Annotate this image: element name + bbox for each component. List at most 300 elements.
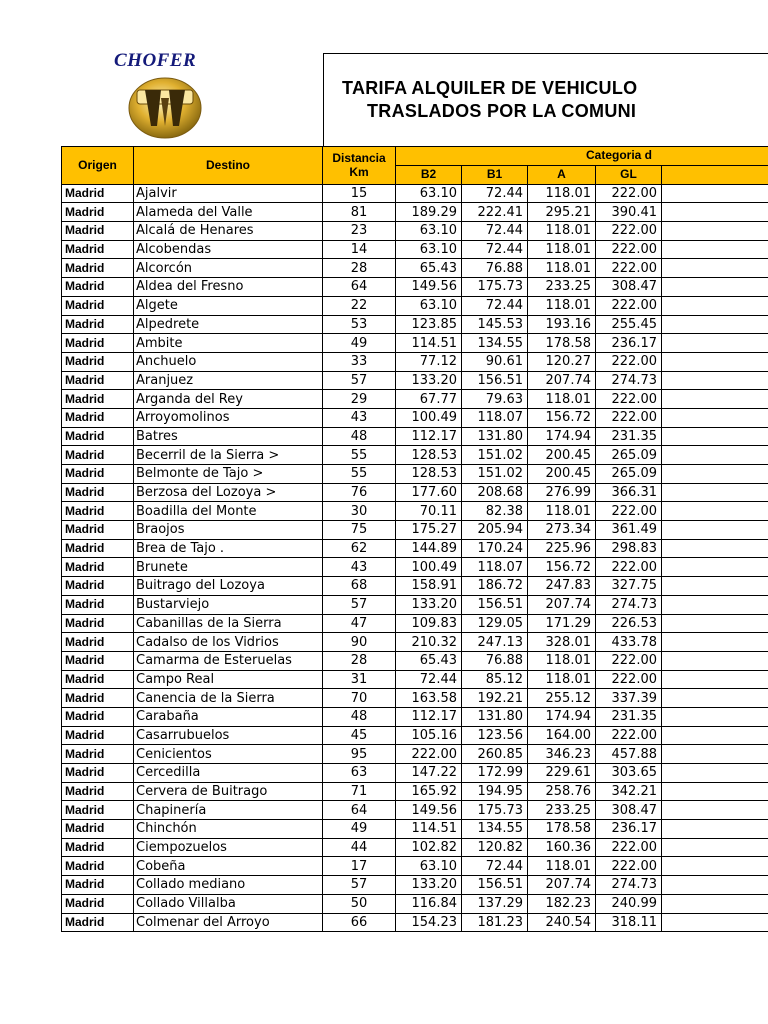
price-b2-cell: 149.56 [396, 801, 462, 820]
price-a-cell: 258.76 [528, 782, 596, 801]
origin-cell: Madrid [62, 427, 134, 446]
next-category-cell [662, 764, 768, 783]
price-a-cell: 255.12 [528, 689, 596, 708]
price-b2-cell: 128.53 [396, 446, 462, 465]
next-category-cell [662, 465, 768, 484]
table-row [62, 278, 768, 297]
header-a: A [528, 165, 596, 184]
next-category-cell [662, 296, 768, 315]
distance-cell: 68 [323, 577, 396, 596]
price-b1-cell: 120.82 [462, 838, 528, 857]
price-b1-cell: 72.44 [462, 857, 528, 876]
destination-cell: Cenicientos [134, 745, 323, 764]
table-row [62, 820, 768, 839]
table-row [62, 595, 768, 614]
price-b1-cell: 82.38 [462, 502, 528, 521]
next-category-cell [662, 521, 768, 540]
destination-cell: Brea de Tajo . [134, 539, 323, 558]
price-b2-cell: 133.20 [396, 371, 462, 390]
origin-cell: Madrid [62, 595, 134, 614]
table-row [62, 352, 768, 371]
price-b1-cell: 194.95 [462, 782, 528, 801]
destination-cell: Ajalvir [134, 184, 323, 203]
next-category-cell [662, 558, 768, 577]
next-category-cell [662, 222, 768, 241]
price-a-cell: 207.74 [528, 876, 596, 895]
price-a-cell: 276.99 [528, 483, 596, 502]
price-a-cell: 240.54 [528, 913, 596, 932]
header-origin: Origen [62, 147, 134, 185]
destination-cell: Alcorcón [134, 259, 323, 278]
price-a-cell: 160.36 [528, 838, 596, 857]
price-a-cell: 118.01 [528, 240, 596, 259]
origin-cell: Madrid [62, 913, 134, 932]
price-a-cell: 174.94 [528, 707, 596, 726]
distance-cell: 55 [323, 446, 396, 465]
price-a-cell: 200.45 [528, 446, 596, 465]
price-a-cell: 118.01 [528, 222, 596, 241]
page-title-line-1: TARIFA ALQUILER DE VEHICULO [342, 78, 638, 98]
price-b1-cell: 156.51 [462, 371, 528, 390]
tariff-table [61, 146, 768, 932]
next-category-cell [662, 726, 768, 745]
destination-cell: Arroyomolinos [134, 408, 323, 427]
next-category-cell [662, 352, 768, 371]
destination-cell: Cobeña [134, 857, 323, 876]
next-category-cell [662, 894, 768, 913]
distance-cell: 57 [323, 371, 396, 390]
next-category-cell [662, 539, 768, 558]
price-b2-cell: 63.10 [396, 184, 462, 203]
destination-cell: Alcalá de Henares [134, 222, 323, 241]
price-a-cell: 156.72 [528, 558, 596, 577]
price-b1-cell: 247.13 [462, 633, 528, 652]
price-gl-cell: 318.11 [596, 913, 662, 932]
price-a-cell: 164.00 [528, 726, 596, 745]
price-gl-cell: 226.53 [596, 614, 662, 633]
price-b1-cell: 85.12 [462, 670, 528, 689]
origin-cell: Madrid [62, 408, 134, 427]
distance-cell: 81 [323, 203, 396, 222]
distance-cell: 64 [323, 278, 396, 297]
table-row [62, 670, 768, 689]
distance-cell: 43 [323, 558, 396, 577]
price-b1-cell: 123.56 [462, 726, 528, 745]
destination-cell: Camarma de Esteruelas [134, 651, 323, 670]
chofer-logo [100, 50, 230, 150]
price-b1-cell: 131.80 [462, 707, 528, 726]
distance-cell: 45 [323, 726, 396, 745]
distance-cell: 57 [323, 876, 396, 895]
table-row [62, 427, 768, 446]
price-a-cell: 156.72 [528, 408, 596, 427]
table-row [62, 726, 768, 745]
destination-cell: Casarrubuelos [134, 726, 323, 745]
origin-cell: Madrid [62, 558, 134, 577]
price-b2-cell: 128.53 [396, 465, 462, 484]
destination-cell: Campo Real [134, 670, 323, 689]
destination-cell: Collado Villalba [134, 894, 323, 913]
next-category-cell [662, 614, 768, 633]
price-b2-cell: 67.77 [396, 390, 462, 409]
page-title-line-2: TRASLADOS POR LA COMUNI [367, 101, 637, 121]
logo-emblem-icon [127, 76, 203, 140]
price-gl-cell: 231.35 [596, 427, 662, 446]
distance-cell: 44 [323, 838, 396, 857]
origin-cell: Madrid [62, 577, 134, 596]
table-row [62, 259, 768, 278]
price-b1-cell: 151.02 [462, 446, 528, 465]
price-b2-cell: 63.10 [396, 240, 462, 259]
price-gl-cell: 274.73 [596, 371, 662, 390]
destination-cell: Colmenar del Arroyo [134, 913, 323, 932]
table-row [62, 334, 768, 353]
origin-cell: Madrid [62, 539, 134, 558]
price-b2-cell: 65.43 [396, 651, 462, 670]
destination-cell: Alcobendas [134, 240, 323, 259]
price-b1-cell: 156.51 [462, 876, 528, 895]
price-b2-cell: 116.84 [396, 894, 462, 913]
price-a-cell: 247.83 [528, 577, 596, 596]
price-b2-cell: 114.51 [396, 820, 462, 839]
price-a-cell: 174.94 [528, 427, 596, 446]
table-row [62, 408, 768, 427]
origin-cell: Madrid [62, 764, 134, 783]
price-b2-cell: 65.43 [396, 259, 462, 278]
price-gl-cell: 366.31 [596, 483, 662, 502]
destination-cell: Braojos [134, 521, 323, 540]
destination-cell: Batres [134, 427, 323, 446]
price-b1-cell: 222.41 [462, 203, 528, 222]
distance-cell: 90 [323, 633, 396, 652]
price-b2-cell: 70.11 [396, 502, 462, 521]
title-block [323, 53, 768, 146]
price-a-cell: 118.01 [528, 651, 596, 670]
distance-cell: 48 [323, 427, 396, 446]
header-b2: B2 [396, 165, 462, 184]
price-b2-cell: 63.10 [396, 857, 462, 876]
distance-cell: 15 [323, 184, 396, 203]
header-b1: B1 [462, 165, 528, 184]
distance-cell: 70 [323, 689, 396, 708]
price-b1-cell: 72.44 [462, 296, 528, 315]
next-category-cell [662, 184, 768, 203]
price-b1-cell: 181.23 [462, 913, 528, 932]
price-b2-cell: 154.23 [396, 913, 462, 932]
price-a-cell: 200.45 [528, 465, 596, 484]
origin-cell: Madrid [62, 782, 134, 801]
origin-cell: Madrid [62, 521, 134, 540]
next-category-cell [662, 838, 768, 857]
price-a-cell: 118.01 [528, 259, 596, 278]
destination-cell: Bustarviejo [134, 595, 323, 614]
table-row [62, 390, 768, 409]
origin-cell: Madrid [62, 446, 134, 465]
price-a-cell: 193.16 [528, 315, 596, 334]
next-category-cell [662, 371, 768, 390]
origin-cell: Madrid [62, 857, 134, 876]
price-a-cell: 118.01 [528, 502, 596, 521]
table-row [62, 764, 768, 783]
destination-cell: Boadilla del Monte [134, 502, 323, 521]
next-category-cell [662, 390, 768, 409]
table-row [62, 502, 768, 521]
next-category-cell [662, 820, 768, 839]
price-gl-cell: 222.00 [596, 390, 662, 409]
distance-cell: 47 [323, 614, 396, 633]
price-b1-cell: 137.29 [462, 894, 528, 913]
next-category-cell [662, 595, 768, 614]
origin-cell: Madrid [62, 371, 134, 390]
table-row [62, 577, 768, 596]
price-gl-cell: 457.88 [596, 745, 662, 764]
distance-cell: 55 [323, 465, 396, 484]
price-gl-cell: 298.83 [596, 539, 662, 558]
table-row [62, 371, 768, 390]
price-b1-cell: 205.94 [462, 521, 528, 540]
distance-cell: 64 [323, 801, 396, 820]
next-category-cell [662, 782, 768, 801]
price-b2-cell: 133.20 [396, 595, 462, 614]
price-gl-cell: 236.17 [596, 820, 662, 839]
price-b1-cell: 151.02 [462, 465, 528, 484]
destination-cell: Ambite [134, 334, 323, 353]
distance-cell: 31 [323, 670, 396, 689]
price-gl-cell: 308.47 [596, 278, 662, 297]
next-category-cell [662, 427, 768, 446]
destination-cell: Belmonte de Tajo > [134, 465, 323, 484]
distance-cell: 17 [323, 857, 396, 876]
table-row [62, 782, 768, 801]
table-row [62, 913, 768, 932]
distance-cell: 66 [323, 913, 396, 932]
next-category-cell [662, 334, 768, 353]
price-gl-cell: 327.75 [596, 577, 662, 596]
price-a-cell: 118.01 [528, 390, 596, 409]
price-gl-cell: 222.00 [596, 726, 662, 745]
price-gl-cell: 222.00 [596, 184, 662, 203]
distance-cell: 50 [323, 894, 396, 913]
price-gl-cell: 222.00 [596, 408, 662, 427]
price-b2-cell: 144.89 [396, 539, 462, 558]
destination-cell: Alpedrete [134, 315, 323, 334]
header-next-category [662, 165, 768, 184]
origin-cell: Madrid [62, 801, 134, 820]
header-distance-label: Distancia [332, 151, 386, 166]
destination-cell: Algete [134, 296, 323, 315]
price-b1-cell: 134.55 [462, 334, 528, 353]
destination-cell: Berzosa del Lozoya > [134, 483, 323, 502]
price-gl-cell: 222.00 [596, 558, 662, 577]
table-row [62, 203, 768, 222]
table-row [62, 539, 768, 558]
destination-cell: Cervera de Buitrago [134, 782, 323, 801]
price-b1-cell: 208.68 [462, 483, 528, 502]
price-gl-cell: 265.09 [596, 465, 662, 484]
price-a-cell: 118.01 [528, 184, 596, 203]
price-b2-cell: 177.60 [396, 483, 462, 502]
origin-cell: Madrid [62, 483, 134, 502]
price-b1-cell: 192.21 [462, 689, 528, 708]
price-b2-cell: 149.56 [396, 278, 462, 297]
distance-cell: 33 [323, 352, 396, 371]
table-row [62, 483, 768, 502]
price-a-cell: 295.21 [528, 203, 596, 222]
logo-brand-text: CHOFER [114, 50, 197, 71]
price-gl-cell: 255.45 [596, 315, 662, 334]
next-category-cell [662, 577, 768, 596]
price-a-cell: 178.58 [528, 820, 596, 839]
price-gl-cell: 274.73 [596, 876, 662, 895]
distance-cell: 49 [323, 820, 396, 839]
price-b1-cell: 90.61 [462, 352, 528, 371]
price-b1-cell: 260.85 [462, 745, 528, 764]
price-b1-cell: 79.63 [462, 390, 528, 409]
price-b2-cell: 63.10 [396, 296, 462, 315]
table-row [62, 558, 768, 577]
price-gl-cell: 222.00 [596, 838, 662, 857]
price-b1-cell: 72.44 [462, 184, 528, 203]
origin-cell: Madrid [62, 203, 134, 222]
destination-cell: Arganda del Rey [134, 390, 323, 409]
distance-cell: 48 [323, 707, 396, 726]
next-category-cell [662, 857, 768, 876]
destination-cell: Aranjuez [134, 371, 323, 390]
distance-cell: 49 [323, 334, 396, 353]
price-a-cell: 233.25 [528, 278, 596, 297]
destination-cell: Ciempozuelos [134, 838, 323, 857]
price-b1-cell: 156.51 [462, 595, 528, 614]
origin-cell: Madrid [62, 689, 134, 708]
table-row [62, 894, 768, 913]
price-b2-cell: 63.10 [396, 222, 462, 241]
price-b2-cell: 72.44 [396, 670, 462, 689]
distance-cell: 62 [323, 539, 396, 558]
table-row [62, 857, 768, 876]
table-row [62, 876, 768, 895]
price-gl-cell: 222.00 [596, 240, 662, 259]
origin-cell: Madrid [62, 222, 134, 241]
distance-cell: 75 [323, 521, 396, 540]
destination-cell: Collado mediano [134, 876, 323, 895]
next-category-cell [662, 408, 768, 427]
table-row [62, 446, 768, 465]
table-row [62, 465, 768, 484]
price-b1-cell: 118.07 [462, 408, 528, 427]
destination-cell: Cadalso de los Vidrios [134, 633, 323, 652]
price-b2-cell: 147.22 [396, 764, 462, 783]
table-row [62, 689, 768, 708]
distance-cell: 28 [323, 651, 396, 670]
origin-cell: Madrid [62, 633, 134, 652]
table-row [62, 614, 768, 633]
price-b2-cell: 100.49 [396, 408, 462, 427]
destination-cell: Becerril de la Sierra > [134, 446, 323, 465]
price-a-cell: 225.96 [528, 539, 596, 558]
price-gl-cell: 308.47 [596, 801, 662, 820]
price-a-cell: 118.01 [528, 296, 596, 315]
header-distance-unit: Km [349, 165, 369, 180]
origin-cell: Madrid [62, 315, 134, 334]
price-gl-cell: 236.17 [596, 334, 662, 353]
destination-cell: Buitrago del Lozoya [134, 577, 323, 596]
price-gl-cell: 222.00 [596, 857, 662, 876]
table-row [62, 801, 768, 820]
price-b1-cell: 131.80 [462, 427, 528, 446]
header-gl: GL [596, 165, 662, 184]
next-category-cell [662, 670, 768, 689]
price-b1-cell: 118.07 [462, 558, 528, 577]
price-b1-cell: 186.72 [462, 577, 528, 596]
price-gl-cell: 433.78 [596, 633, 662, 652]
origin-cell: Madrid [62, 296, 134, 315]
origin-cell: Madrid [62, 259, 134, 278]
header-destination: Destino [134, 147, 323, 185]
table-row [62, 296, 768, 315]
price-b2-cell: 102.82 [396, 838, 462, 857]
table-row [62, 315, 768, 334]
next-category-cell [662, 745, 768, 764]
next-category-cell [662, 446, 768, 465]
price-a-cell: 118.01 [528, 857, 596, 876]
table-row [62, 222, 768, 241]
destination-cell: Cabanillas de la Sierra [134, 614, 323, 633]
price-gl-cell: 222.00 [596, 296, 662, 315]
price-b2-cell: 189.29 [396, 203, 462, 222]
price-b2-cell: 109.83 [396, 614, 462, 633]
distance-cell: 63 [323, 764, 396, 783]
price-b1-cell: 76.88 [462, 259, 528, 278]
price-gl-cell: 222.00 [596, 502, 662, 521]
price-b2-cell: 163.58 [396, 689, 462, 708]
price-a-cell: 178.58 [528, 334, 596, 353]
price-a-cell: 182.23 [528, 894, 596, 913]
price-b1-cell: 76.88 [462, 651, 528, 670]
price-a-cell: 207.74 [528, 371, 596, 390]
price-gl-cell: 390.41 [596, 203, 662, 222]
distance-cell: 22 [323, 296, 396, 315]
price-b2-cell: 165.92 [396, 782, 462, 801]
price-gl-cell: 265.09 [596, 446, 662, 465]
price-b2-cell: 77.12 [396, 352, 462, 371]
destination-cell: Chinchón [134, 820, 323, 839]
destination-cell: Canencia de la Sierra [134, 689, 323, 708]
price-a-cell: 171.29 [528, 614, 596, 633]
price-gl-cell: 222.00 [596, 651, 662, 670]
price-b1-cell: 129.05 [462, 614, 528, 633]
destination-cell: Brunete [134, 558, 323, 577]
next-category-cell [662, 502, 768, 521]
origin-cell: Madrid [62, 838, 134, 857]
header-category-label: Categoria d [586, 148, 653, 163]
next-category-cell [662, 240, 768, 259]
next-category-cell [662, 801, 768, 820]
distance-cell: 43 [323, 408, 396, 427]
origin-cell: Madrid [62, 184, 134, 203]
destination-cell: Anchuelo [134, 352, 323, 371]
table-row [62, 651, 768, 670]
next-category-cell [662, 913, 768, 932]
next-category-cell [662, 876, 768, 895]
distance-cell: 29 [323, 390, 396, 409]
price-b2-cell: 105.16 [396, 726, 462, 745]
origin-cell: Madrid [62, 334, 134, 353]
price-gl-cell: 222.00 [596, 670, 662, 689]
distance-cell: 28 [323, 259, 396, 278]
next-category-cell [662, 633, 768, 652]
next-category-cell [662, 259, 768, 278]
distance-cell: 14 [323, 240, 396, 259]
